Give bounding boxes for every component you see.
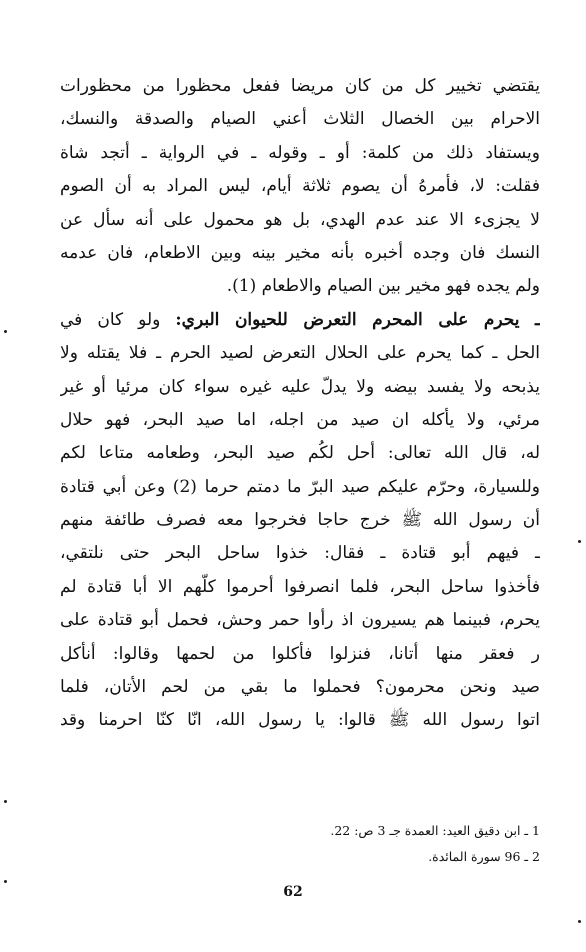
text-line: صيد ونحن محرمون؟ فحملوا ما بقي من لحم الأتان، فلما <box>60 677 540 698</box>
text-line: لا يجزىء الا عند عدم الهدي، بل هو محمول على أنه سأل عن <box>60 209 540 230</box>
text-line: اتوا رسول الله ﷺ قالوا: يا رسول الله، انّا كنّا احرمنا وقد <box>60 710 540 731</box>
text-line: ـ فيهم أبو قتادة ـ فقال: خذوا ساحل البحر حتى نلتقي، <box>60 543 540 564</box>
margin-dot <box>4 800 7 803</box>
margin-dot <box>4 880 7 883</box>
section-heading-line <box>60 304 540 337</box>
footnotes <box>60 818 540 870</box>
text-line: ر فعقر منها أتانا، فنزلوا فأكلوا من لحمها وقالوا: أنأكل <box>60 643 540 664</box>
heading-continuation: ولو كان في <box>60 309 176 330</box>
text-line: الحل ـ كما يحرم على الحلال التعرض لصيد الحرم ـ فلا يقتله ولا <box>60 343 540 364</box>
text-line: فقلت: لا، فأمرهُ أن يصوم ثلاثة أيام، ليس المراد به أن الصوم <box>60 176 540 197</box>
body-text <box>60 70 540 738</box>
margin-dot <box>578 920 581 923</box>
text-line: النسك فان وجده أخبره بأنه مخير بينه وبين الاطعام، فان عدمه <box>60 242 540 263</box>
text-line: وللسيارة، وحرّم عليكم صيد البرّ ما دمتم حرما (2) وعن أبي قتادة <box>60 476 540 497</box>
section-heading: ـ يحرم على المحرم التعرض للحيوان البري: <box>175 309 540 330</box>
text-line: ويستفاد ذلك من كلمة: أو ـ وقوله ـ في الرواية ـ أتجد شاة <box>60 142 540 163</box>
footnote: 1 ـ ابن دقيق العيد: العمدة جـ 3 ص: 22. <box>330 823 540 838</box>
text-line: ولم يجده فهو مخير بين الصيام والاطعام (1). <box>226 276 540 297</box>
text-line: يقتضي تخيير كل من كان مريضا ففعل محظورا من محظورات <box>60 76 540 96</box>
footnote: 2 ـ 96 سورة المائدة. <box>428 849 540 864</box>
text-line: له، قال الله تعالى: أحل لكُم صيد البحر، وطعامه متاعا لكم <box>60 443 540 464</box>
text-line: مرئي، ولا يأكله ان صيد من اجله، اما صيد البحر، فهو حلال <box>60 409 540 430</box>
text-line: فأخذوا ساحل البحر، فلما انصرفوا أحرموا كلّهم الا أبا قتادة لم <box>60 576 540 597</box>
margin-dot <box>578 540 581 543</box>
text-line: يذبحه ولا يفسد بيضه ولا يدلّ عليه غيره سواء كان مرئيا أو غير <box>60 376 540 397</box>
text-line: أن رسول الله ﷺ خرج حاجا فخرجوا معه فصرف طائفة منهم <box>60 510 540 531</box>
page-number: 62 <box>283 884 303 900</box>
text-line: الاحرام بين الخصال الثلاث أعني الصيام والصدقة والنسك، <box>60 109 540 130</box>
text-line: يحرم، فبينما هم يسيرون اذ رأوا حمر وحش، فحمل أبو قتادة على <box>60 610 540 631</box>
margin-dot <box>4 330 7 333</box>
